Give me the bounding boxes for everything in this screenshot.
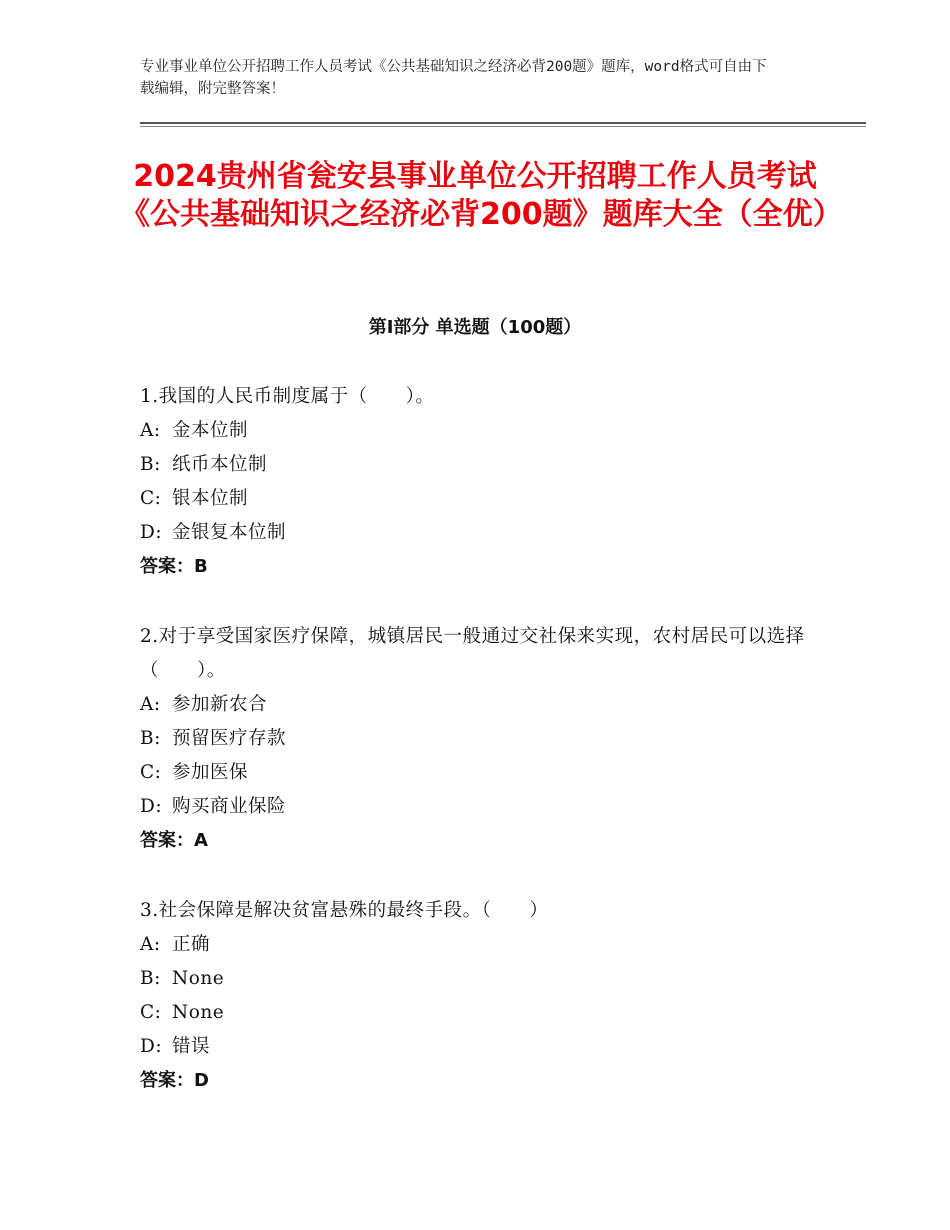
option-text: 纸币本位制 — [172, 454, 268, 475]
option-b — [140, 962, 810, 996]
answer: 答案：D — [140, 1070, 209, 1091]
option-key: B: — [140, 968, 161, 989]
option-key: D: — [140, 522, 163, 543]
option-key: A: — [140, 420, 161, 441]
answer: 答案：B — [140, 556, 208, 577]
option-text: 预留医疗存款 — [172, 728, 287, 749]
option-text: None — [172, 968, 225, 989]
question-2 — [140, 620, 810, 858]
question-list — [140, 380, 810, 1134]
option-text: 购买商业保险 — [172, 796, 287, 817]
option-key: B: — [140, 454, 161, 475]
option-key: A: — [140, 694, 161, 715]
option-key: D: — [140, 1036, 163, 1057]
question-stem: 3.社会保障是解决贫富悬殊的最终手段。（ ） — [140, 900, 549, 921]
option-d — [140, 790, 810, 824]
option-c — [140, 482, 810, 516]
option-c — [140, 996, 810, 1030]
option-a — [140, 414, 810, 448]
question-stem: 2.对于享受国家医疗保障，城镇居民一般通过交社保来实现，农村居民可以选择（ ）。 — [140, 626, 805, 681]
question-1 — [140, 380, 810, 584]
option-key: D: — [140, 796, 163, 817]
answer: 答案：A — [140, 830, 208, 851]
option-text: 金银复本位制 — [172, 522, 287, 543]
option-text: 正确 — [172, 934, 211, 955]
option-d — [140, 1030, 810, 1064]
header-note: 专业事业单位公开招聘工作人员考试《公共基础知识之经济必背200题》题库，word格式可自由下载编辑，附完整答案！ — [140, 59, 767, 97]
option-key: A: — [140, 934, 161, 955]
option-key: C: — [140, 1002, 162, 1023]
option-c — [140, 756, 810, 790]
question-3 — [140, 894, 810, 1098]
header-divider-thin — [140, 126, 866, 127]
document-title: 2024贵州省瓮安县事业单位公开招聘工作人员考试《公共基础知识之经济必背200题》题库大全（全优） — [120, 159, 843, 232]
header-divider-thick — [140, 122, 866, 124]
option-b — [140, 448, 810, 482]
option-text: 银本位制 — [172, 488, 249, 509]
option-key: C: — [140, 488, 162, 509]
option-b — [140, 722, 810, 756]
option-text: 错误 — [172, 1036, 211, 1057]
section-title: 第Ⅰ部分 单选题（100题） — [368, 317, 582, 338]
option-a — [140, 928, 810, 962]
option-text: 参加医保 — [172, 762, 249, 783]
option-text: None — [172, 1002, 225, 1023]
option-text: 金本位制 — [172, 420, 249, 441]
option-text: 参加新农合 — [172, 694, 268, 715]
option-key: C: — [140, 762, 162, 783]
option-a — [140, 688, 810, 722]
option-key: B: — [140, 728, 161, 749]
question-stem: 1.我国的人民币制度属于（ ）。 — [140, 386, 435, 407]
option-d — [140, 516, 810, 550]
